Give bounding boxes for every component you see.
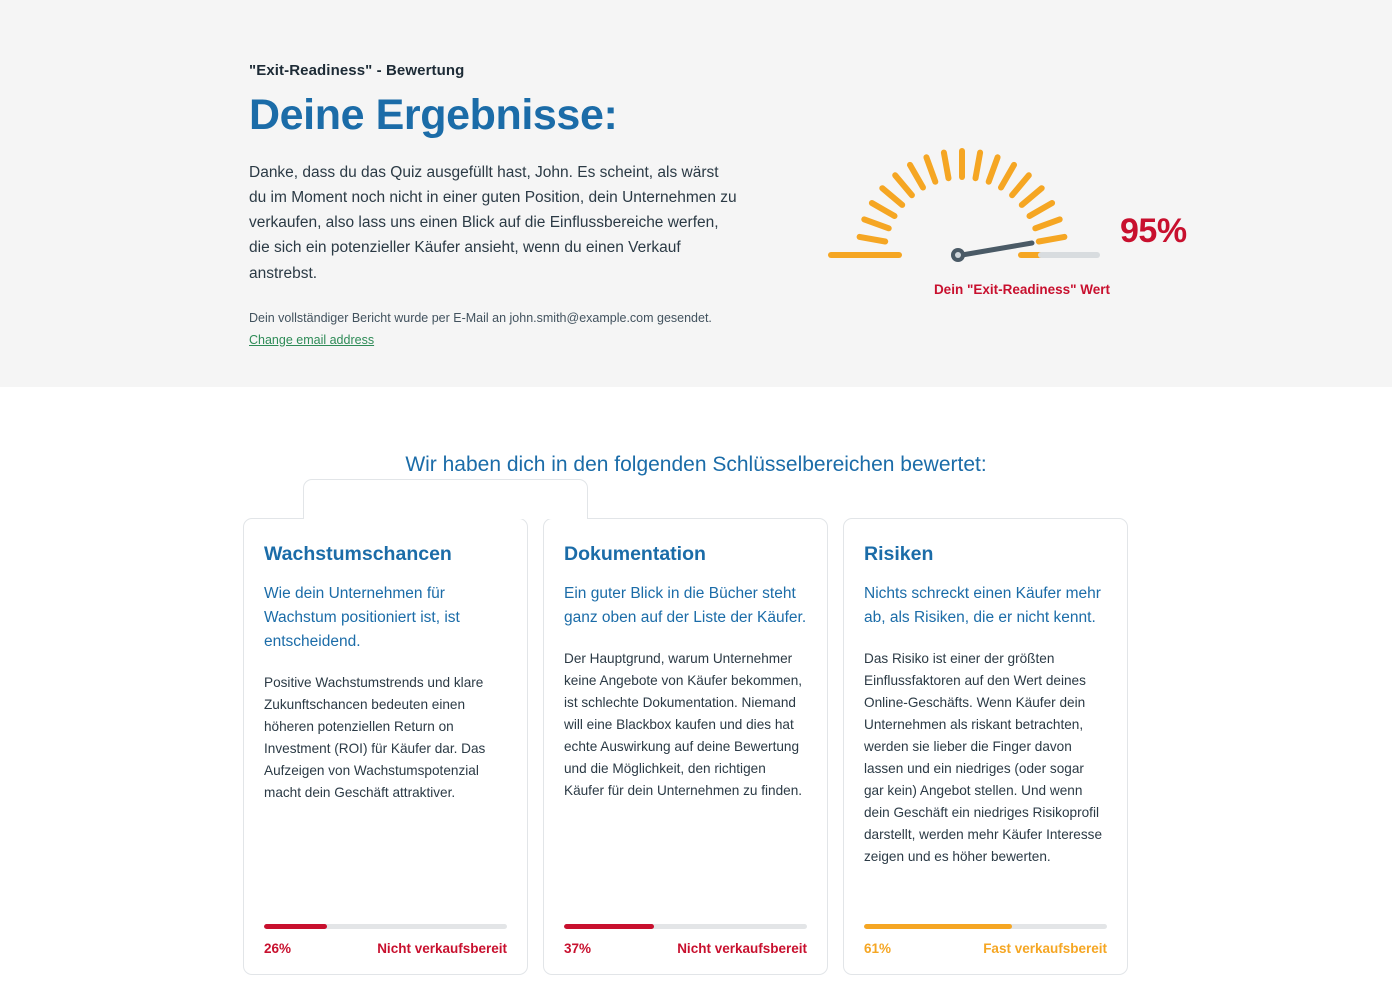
gauge-tick [976, 153, 981, 179]
eyebrow-label: "Exit-Readiness" - Bewertung [249, 62, 465, 79]
score-status-label: Nicht verkaufsbereit [677, 941, 807, 956]
gauge-tick [1039, 237, 1065, 242]
gauge-baseline-left [828, 252, 902, 258]
email-note [249, 308, 739, 352]
score-progress-fill [264, 924, 327, 929]
score-card-footer [564, 924, 807, 956]
score-status-label: Nicht verkaufsbereit [377, 941, 507, 956]
score-card [243, 518, 528, 975]
hero-section [0, 0, 1392, 387]
gauge-svg [820, 100, 1220, 300]
gauge-tick [864, 219, 888, 228]
score-card [543, 518, 828, 975]
score-card-subtitle: Nichts schreckt einen Käufer mehr ab, als Risiken, die er nicht kennt. [864, 585, 1101, 627]
gauge-tick [926, 157, 935, 181]
gauge-tick [872, 203, 895, 216]
score-card-subtitle: Wie dein Unternehmen für Wachstum positioniert ist, ist entscheidend. [264, 585, 460, 651]
gauge-tick [882, 188, 902, 205]
score-card-title: Wachstumschancen [264, 543, 452, 565]
score-card-body: Positive Wachstumstrends und klare Zukunftschancen bedeuten einen höheren potenziellen Return on Investment (ROI) für Käufer dar. Das Aufzeigen von Wachstumspotenzial macht dein Geschäft attraktiver. [264, 675, 486, 801]
gauge-needle-hub-inner [955, 252, 961, 258]
score-percent-label: 26% [264, 941, 292, 956]
gauge-tick [860, 237, 886, 242]
page-title: Deine Ergebnisse: [249, 91, 618, 139]
score-card-body: Der Hauptgrund, warum Unternehmer keine Angebote von Käufer bekommen, ist schlechte Dokumentation. Niemand will eine Blackbox kaufen und dies hat echte Auswirkung auf deine Bewertung und die Möglichkeit, den richtigen Käufer für dein Unternehmen zu finden. [564, 651, 803, 799]
section-title: Wir haben dich in den folgenden Schlüsselbereichen bewertet: [405, 453, 987, 476]
score-percent-label: 61% [864, 941, 892, 956]
score-progress-track [264, 924, 507, 929]
score-card-title: Dokumentation [564, 543, 706, 565]
score-card-title: Risiken [864, 543, 934, 565]
score-status-label: Fast verkaufsbereit [983, 941, 1107, 956]
score-progress-track [864, 924, 1107, 929]
score-progress-fill [864, 924, 1012, 929]
score-card-footer [264, 924, 507, 956]
exit-readiness-gauge [820, 100, 1220, 320]
gauge-tick [1001, 165, 1014, 188]
score-progress-fill [564, 924, 654, 929]
gauge-caption: Dein "Exit-Readiness" Wert [933, 282, 1111, 297]
intro-paragraph: Danke, dass du das Quiz ausgefüllt hast, John. Es scheint, als wärst du im Moment noch nicht in einer guten Position, dein Unternehmen zu verkaufen, also lass uns einen Blick auf die Einflussbereiche werfen, die sich ein potenzieller Käufer ansieht, wenn du einen Verkauf anstrebst. [249, 164, 737, 282]
score-card-footer [864, 924, 1107, 956]
score-card-list [243, 518, 1149, 975]
score-card-body: Das Risiko ist einer der größten Einflussfaktoren auf den Wert deines Online-Geschäfts. Wenn Käufer dein Unternehmen als riskant betrachten, werden sie lieber die Finger davon lassen und ein niedriges (oder sogar gar kein) Angebot stellen. Und wenn dein Geschäft ein niedriges Risikoprofil darstellt, werden mehr Käufer Interesse zeigen und es höher bewerten. [864, 651, 1103, 865]
gauge-value-label: 95% [1120, 212, 1187, 250]
score-card [843, 518, 1128, 975]
gauge-tick [1012, 175, 1029, 195]
gauge-ticks [858, 151, 1066, 255]
gauge-tick [1022, 188, 1042, 205]
gauge-tick [989, 157, 998, 181]
score-card-peek [303, 479, 588, 519]
change-email-link[interactable]: Change email address [249, 332, 375, 347]
gauge-tick [1030, 203, 1053, 216]
gauge-tick [910, 165, 923, 188]
score-card-subtitle: Ein guter Blick in die Bücher steht ganz oben auf der Liste der Käufer. [564, 585, 807, 627]
gauge-tick [1035, 219, 1059, 228]
email-note-text: Dein vollständiger Bericht wurde per E-Mail an john.smith@example.com gesendet. [249, 310, 712, 325]
score-progress-track [564, 924, 807, 929]
gauge-baseline-grey [1038, 252, 1100, 258]
score-percent-label: 37% [564, 941, 592, 956]
gauge-tick [895, 175, 912, 195]
gauge-tick [944, 153, 949, 179]
